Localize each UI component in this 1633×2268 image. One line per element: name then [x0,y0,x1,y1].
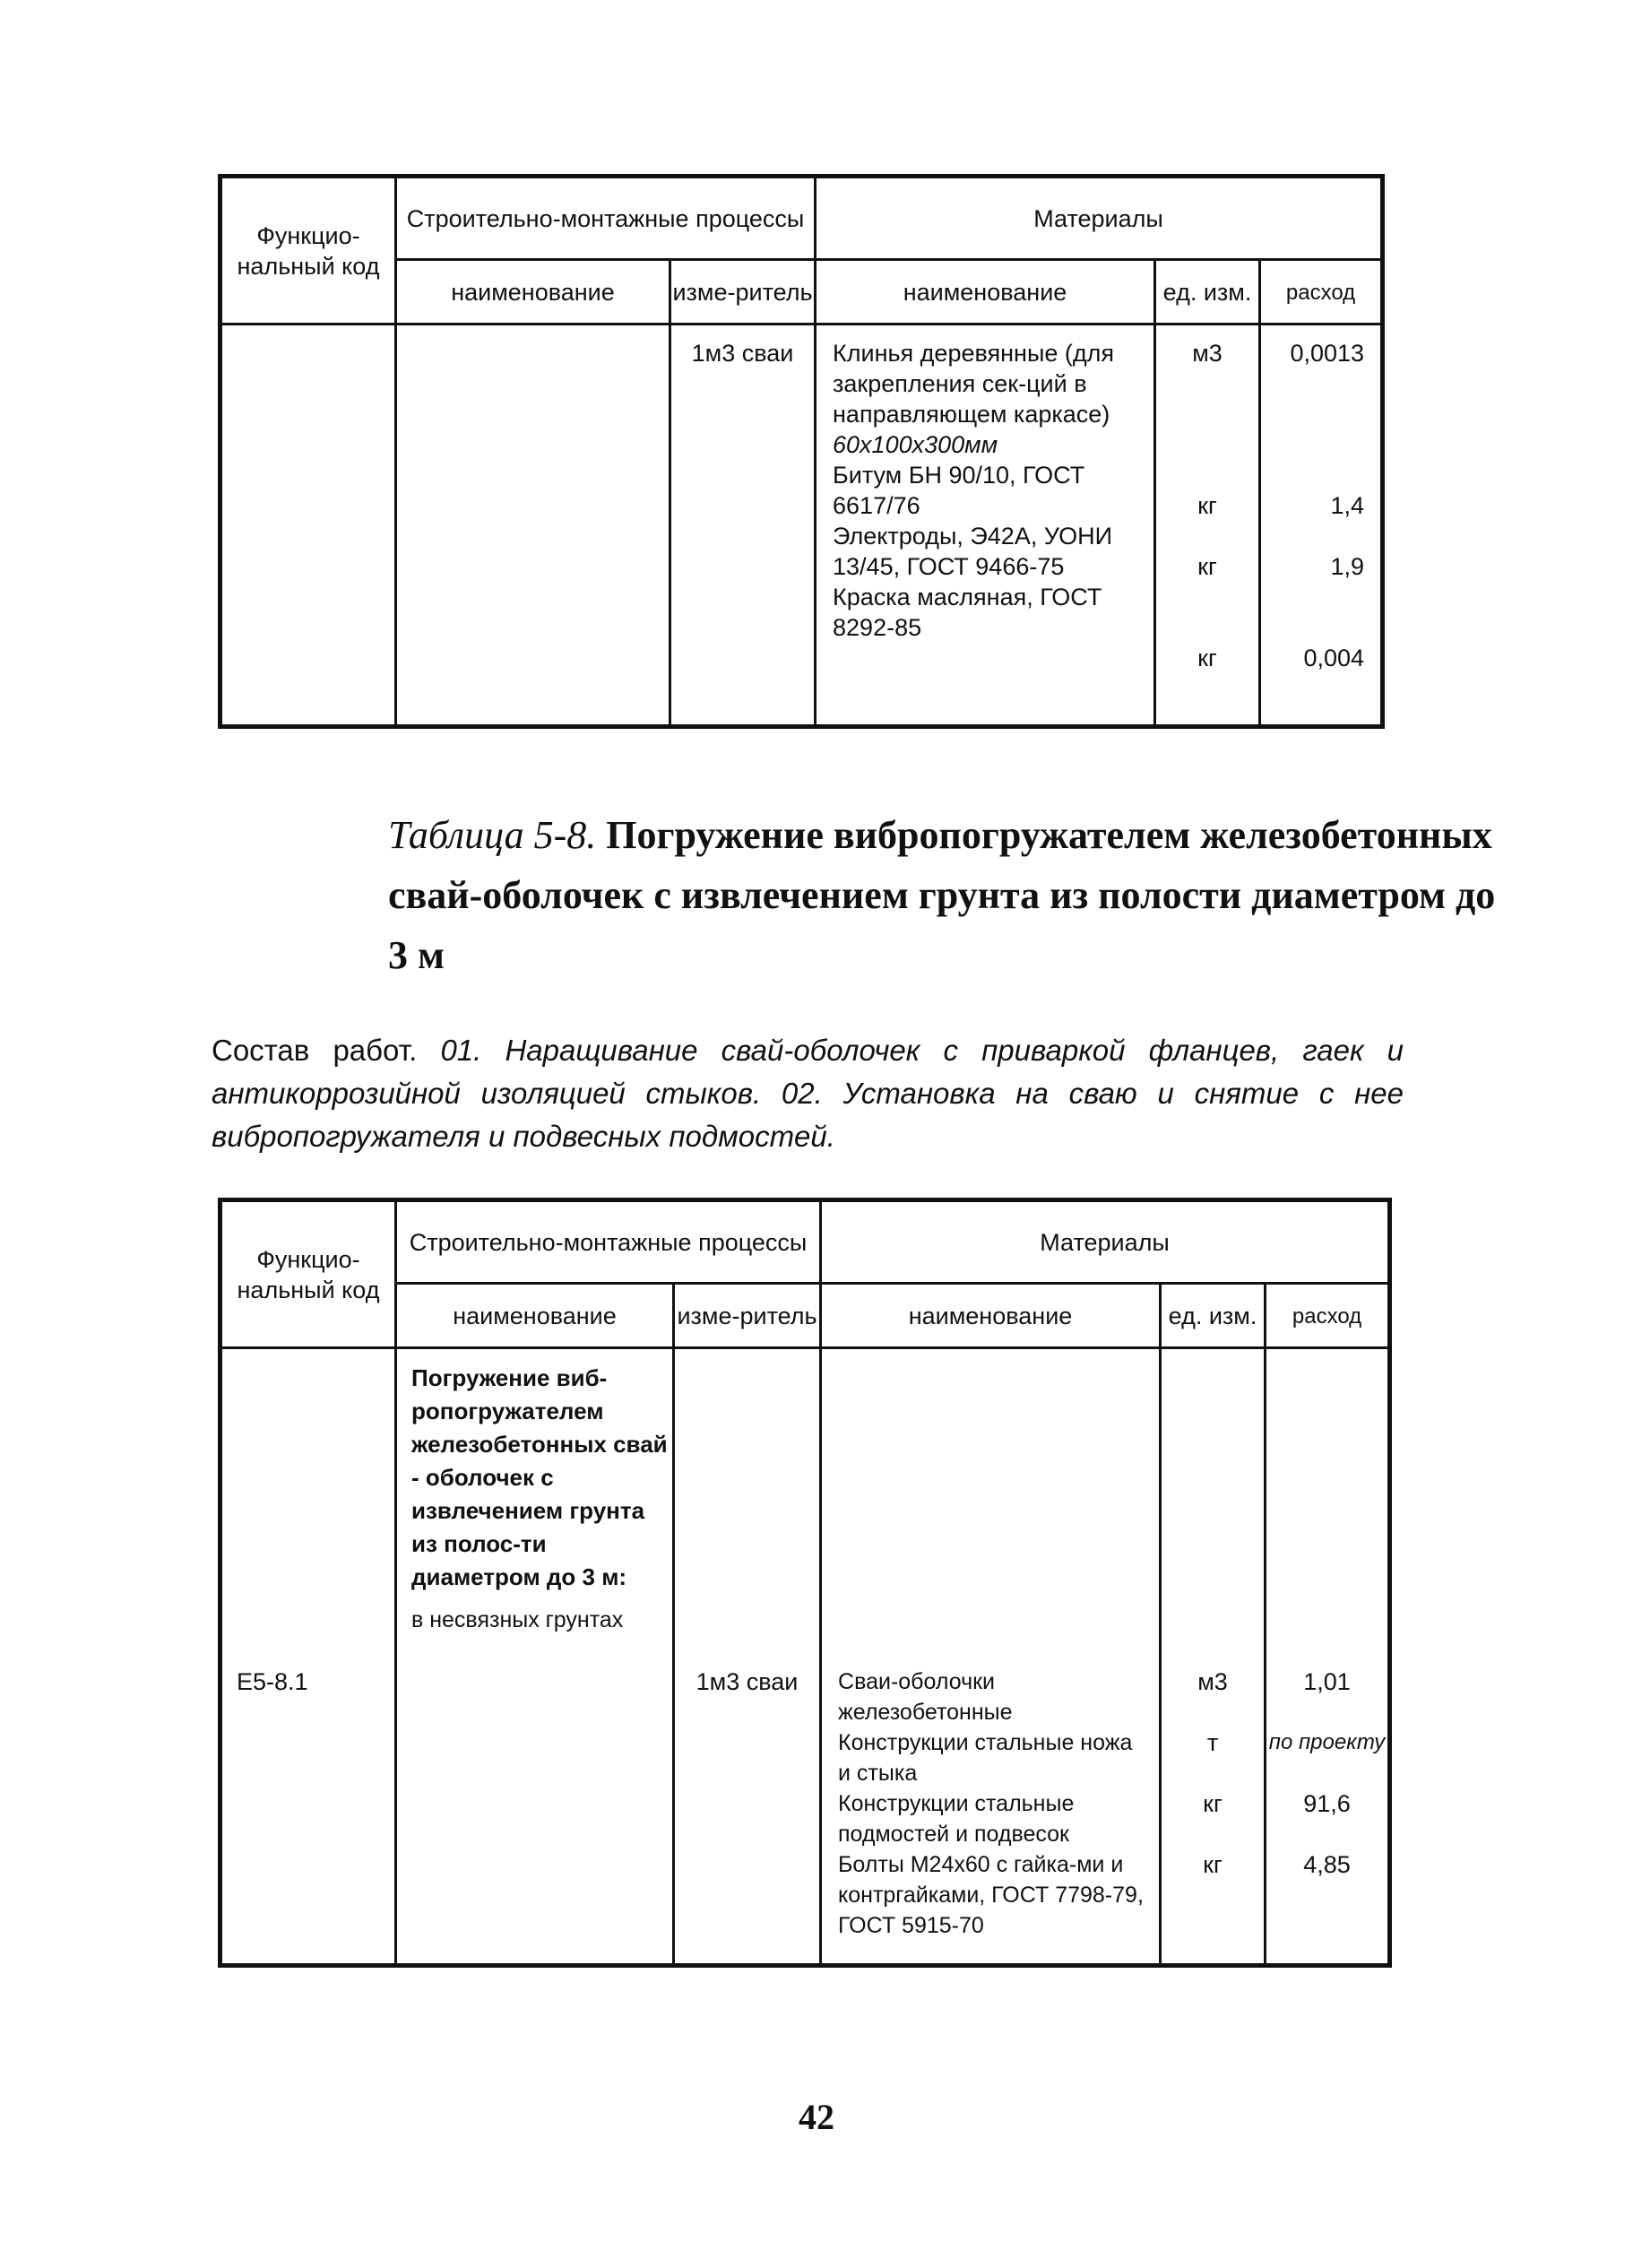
header-materials: Материалы [816,177,1383,260]
t2-code-cell [220,1348,396,1966]
header-consumption: расход [1260,260,1383,325]
header-func-code: Функцио-нальный код [220,177,396,325]
t2-process-cell [396,1348,674,1966]
t2-material-name: Конструкции стальные подмостей и подвесок [838,1791,1075,1847]
t1-material-name: Электроды, Э42А, УОНИ 13/45, ГОСТ 9466-75 [833,523,1112,580]
work-composition-text: 01. Наращивание свай-оболочек с приваркой фланцев, гаек и антикоррозийной изоляцией стыков. 02. Установка на сваю и снятие с нее вибропогружателя и подвесных подмостей. [212,1034,1404,1153]
header-unit: ед. изм. [1155,260,1260,325]
header-mat-name: наименование [816,260,1155,325]
t2-material-name: Конструкции стальные ножа и стыка [838,1730,1133,1786]
t2-value: по проекту [1268,1730,1386,1754]
t1-process-cell [396,325,670,727]
t2-value: 1,01 [1303,1668,1351,1695]
header-meter: изме-ритель [670,260,816,325]
t1-unit: кг [1197,645,1217,671]
t2-unit: м3 [1197,1668,1228,1695]
materials-table-2 [218,1198,1392,1968]
t2-unit: кг [1203,1851,1223,1878]
t1-value: 0,0013 [1290,340,1365,367]
t2-unit: кг [1203,1790,1223,1817]
page-number: 42 [799,2097,834,2137]
t1-unit-cell [1155,325,1260,727]
header-materials: Материалы [821,1200,1390,1284]
table-title [388,805,1508,985]
work-composition [212,1029,1404,1158]
t2-measure: 1м3 сваи [696,1668,799,1695]
t1-unit: кг [1197,492,1217,519]
t2-value: 4,85 [1303,1851,1351,1878]
header-unit: ед. изм. [1161,1284,1266,1348]
t1-unit: кг [1197,553,1217,580]
t2-measure-cell [674,1348,821,1966]
header-processes: Строительно-монтажные процессы [396,1200,821,1284]
header-proc-name: наименование [396,260,670,325]
t2-material-name: Сваи-оболочки железобетонные [838,1669,1013,1725]
table-title-label: Таблица 5-8. [388,813,597,857]
t2-unit: т [1206,1729,1219,1756]
materials-table-1 [218,174,1385,729]
t1-value: 1,4 [1330,492,1365,519]
t1-value: 1,9 [1330,553,1365,580]
table-title-text: Погружение вибропогружателем железобетонных свай-оболочек с извлечением грунта из полости диаметром до 3 м [388,813,1496,977]
header-func-code: Функцио-нальный код [220,1200,396,1348]
header-mat-name: наименование [821,1284,1161,1348]
t1-material-name: Клинья деревянные (для закрепления сек-ций в направляющем каркасе) [833,340,1115,428]
header-proc-name: наименование [396,1284,674,1348]
t1-measure-cell: 1м3 сваи [670,325,816,727]
t1-unit: м3 [1192,340,1223,367]
header-meter: изме-ритель [674,1284,821,1348]
t1-materials-cell [816,325,1155,727]
t2-material-name: Болты М24х60 с гайка-ми и контргайками, ГОСТ 7798-79, ГОСТ 5915-70 [838,1852,1144,1938]
t1-code-cell [220,325,396,727]
work-composition-lead: Состав работ. [212,1034,418,1067]
t1-material-name: Битум БН 90/10, ГОСТ 6617/76 [833,462,1085,519]
t2-process: в несвязных грунтах [411,1607,624,1632]
t2-consumption-cell [1266,1348,1390,1966]
header-processes: Строительно-монтажные процессы [396,177,816,260]
t1-material-name: Краска масляная, ГОСТ 8292-85 [833,584,1102,641]
header-consumption: расход [1266,1284,1390,1348]
t1-material-spec: 60x100x300мм [833,431,998,458]
t2-unit-cell [1161,1348,1266,1966]
t2-value: 91,6 [1303,1790,1351,1817]
t1-value: 0,004 [1303,645,1365,671]
t2-code: Е5-8.1 [237,1668,308,1695]
t2-materials-cell [821,1348,1161,1966]
t1-consumption-cell [1260,325,1383,727]
t2-heading: Погружение виб-ропогружателем железобетонных свай - оболочек с извлечением грунта из полос-ти диаметром до 3 м: [411,1364,668,1590]
